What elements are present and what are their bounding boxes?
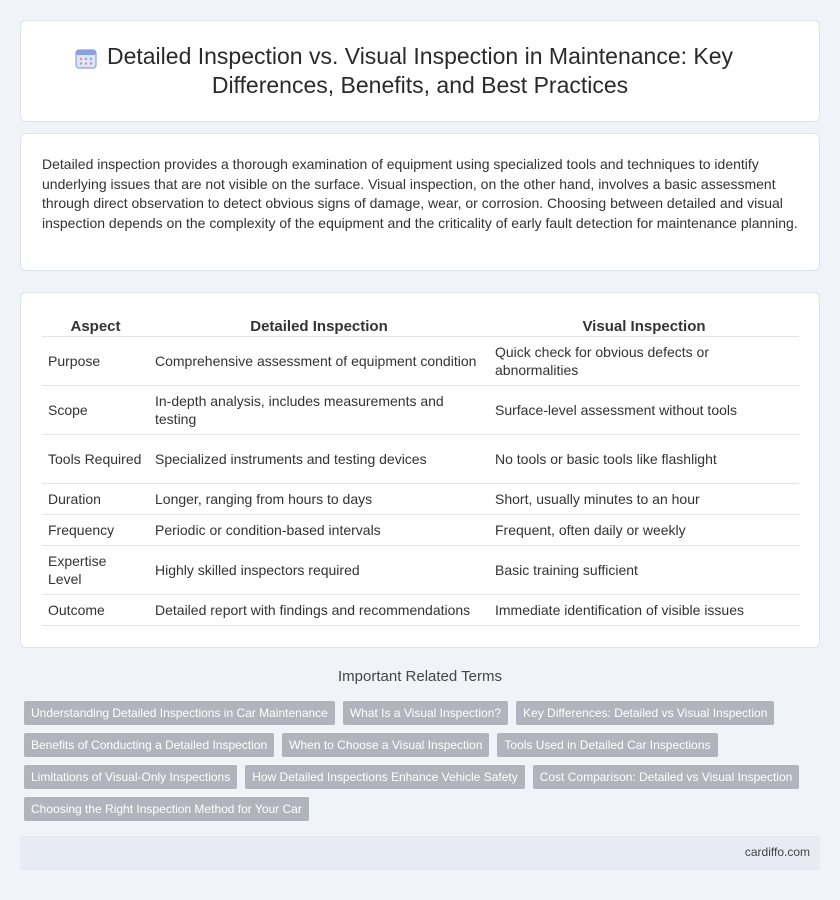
related-term-tag[interactable]: Limitations of Visual-Only Inspections	[24, 765, 237, 789]
related-term-tag[interactable]: Cost Comparison: Detailed vs Visual Inspection	[533, 765, 800, 789]
table-header-row	[42, 316, 799, 337]
row-visual: Surface-level assessment without tools	[489, 386, 799, 435]
footer	[20, 836, 820, 870]
related-terms-title: Important Related Terms	[338, 668, 502, 685]
related-term-tag[interactable]: Benefits of Conducting a Detailed Inspection	[24, 733, 274, 757]
related-term-tag[interactable]: Key Differences: Detailed vs Visual Inspection	[516, 701, 774, 725]
header-card	[20, 20, 820, 122]
row-detailed: Highly skilled inspectors required	[149, 546, 489, 595]
row-visual: Frequent, often daily or weekly	[489, 515, 799, 546]
intro-card	[20, 133, 820, 271]
row-visual: No tools or basic tools like flashlight	[489, 435, 799, 484]
page-title: Detailed Inspection vs. Visual Inspection in Maintenance: Key Differences, Benefits, and Best Practices	[106, 43, 734, 98]
header-visual: Visual Inspection	[489, 316, 799, 337]
table-row	[42, 386, 799, 435]
row-aspect: Outcome	[42, 595, 149, 626]
table-row	[42, 546, 799, 595]
row-visual: Immediate identification of visible issues	[489, 595, 799, 626]
row-detailed: Comprehensive assessment of equipment condition	[149, 337, 489, 386]
row-detailed: Specialized instruments and testing devices	[149, 435, 489, 484]
related-terms-list	[24, 701, 804, 821]
row-aspect: Duration	[42, 484, 149, 515]
row-detailed: In-depth analysis, includes measurements and testing	[149, 386, 489, 435]
row-detailed: Longer, ranging from hours to days	[149, 484, 489, 515]
table-row	[42, 595, 799, 626]
related-term-tag[interactable]: Understanding Detailed Inspections in Car Maintenance	[24, 701, 335, 725]
header-aspect: Aspect	[42, 316, 149, 337]
row-visual: Quick check for obvious defects or abnormalities	[489, 337, 799, 386]
row-detailed: Detailed report with findings and recommendations	[149, 595, 489, 626]
row-aspect: Scope	[42, 386, 149, 435]
table-row	[42, 484, 799, 515]
related-term-tag[interactable]: When to Choose a Visual Inspection	[282, 733, 489, 757]
row-visual: Short, usually minutes to an hour	[489, 484, 799, 515]
footer-site-link[interactable]: cardiffo.com	[744, 845, 810, 859]
table-row	[42, 337, 799, 386]
comparison-table	[42, 316, 799, 626]
row-visual: Basic training sufficient	[489, 546, 799, 595]
related-term-tag[interactable]: Tools Used in Detailed Car Inspections	[497, 733, 717, 757]
intro-paragraph: Detailed inspection provides a thorough examination of equipment using specialized tools and techniques to identify underlying issues that are not visible on the surface. Visual inspection, on the other hand, involves a basic assessment through direct observation to detect obvious signs of damage, wear, or corrosion. Choosing between detailed and visual inspection depends on the complexity of the equipment and the criticality of early fault detection for maintenance planning.	[42, 156, 798, 231]
header-detailed: Detailed Inspection	[149, 316, 489, 337]
related-term-tag[interactable]: Choosing the Right Inspection Method for Your Car	[24, 797, 309, 821]
comparison-card	[20, 292, 820, 648]
table-row	[42, 435, 799, 484]
row-aspect: Tools Required	[42, 435, 149, 484]
related-term-tag[interactable]: What Is a Visual Inspection?	[343, 701, 508, 725]
row-aspect: Frequency	[42, 515, 149, 546]
table-row	[42, 515, 799, 546]
row-aspect: Expertise Level	[42, 546, 149, 595]
row-detailed: Periodic or condition-based intervals	[149, 515, 489, 546]
related-term-tag[interactable]: How Detailed Inspections Enhance Vehicle Safety	[245, 765, 525, 789]
row-aspect: Purpose	[42, 337, 149, 386]
